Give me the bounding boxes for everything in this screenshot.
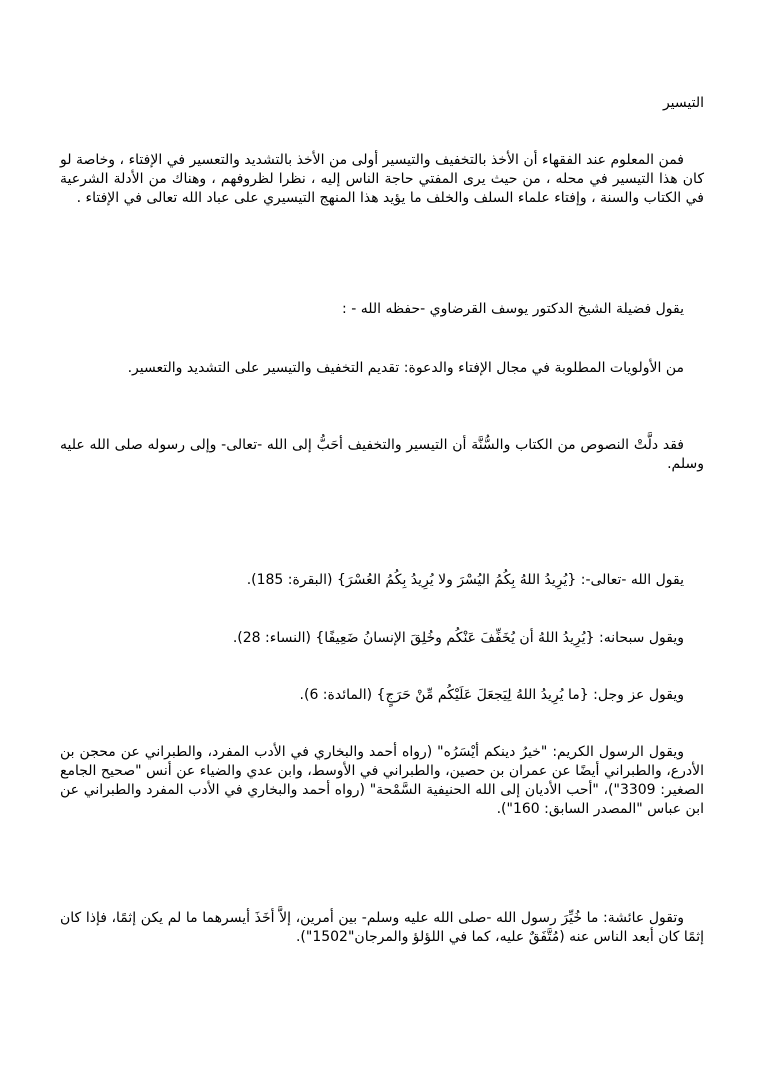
- paragraph-priorities: من الأولويات المطلوبة في مجال الإفتاء والدعوة: تقديم التخفيف والتيسير على التشديد والتعسير.: [127, 360, 684, 376]
- aisha-hadith-paragraph: وتقول عائشة: ما خُيِّرَ رسول الله -صلى الله عليه وسلم- بين أمرين، إلاَّ أخَذَ أيسرهما ما لم يكن إثمًا، فإذا كان إثمًا كان أبعد الناس عنه (مُتَّفَقٌ عليه، كما في اللؤلؤ والمرجان"1502").: [60, 910, 704, 945]
- paragraph-evidence: فقد دلَّتْ النصوص من الكتاب والسُّنَّة أن التيسير والتخفيف أحَبُّ إلى الله -تعالى- وإلى رسوله صلى الله عليه وسلم.: [60, 437, 704, 472]
- quran-verse-maidah: ويقول عز وجل: {ما يُرِيدُ اللهُ لِيَجعَلَ عَلَيْكُم مِّنْ حَرَجٍ} (المائدة: 6).: [299, 687, 684, 703]
- quran-verse-nisa: ويقول سبحانه: {يُرِيدُ اللهُ أن يُخَفِّفَ عَنْكُم وخُلِقَ الإنسانُ ضَعِيفًا} (النساء: 28).: [232, 630, 684, 646]
- hadith-paragraph: ويقول الرسول الكريم: "خيرُ دينكم أيْسَرُه" (رواه أحمد والبخاري في الأدب المفرد، والطبراني عن محجن بن الأدرع، والطبراني أيضًا عن عمران بن حصين، والطبراني في الأوسط، وابن عدي والضياء عن أنس "صحيح الجامع الصغير: 3309")، "أحب الأديان إلى الله الحنيفية السَّمْحة" (رواه أحمد والبخاري في الأدب المفرد والطبراني عن ابن عباس "المصدر السابق: 160").: [60, 744, 704, 817]
- section-title: التيسير: [662, 95, 704, 111]
- quran-verse-baqarah: يقول الله -تعالى-: {يُرِيدُ اللهُ بِكُمُ اليُسْرَ ولا يُرِيدُ بِكُمُ العُسْرَ} (البقرة: 185).: [246, 572, 684, 588]
- paragraph-introduction: فمن المعلوم عند الفقهاء أن الأخذ بالتخفيف والتيسير أولى من الأخذ بالتشديد والتعسير في الإفتاء ، وخاصة لو كان هذا التيسير في محله ، من حيث يرى المفتي حاجة الناس إليه ، نظرا لظروفهم ، وهناك من الأدلة الشرعية في الكتاب والسنة ، وإفتاء علماء السلف والخلف ما يؤيد هذا المنهج التيسيري على عباد الله تعالى في الإفتاء .: [60, 152, 704, 206]
- paragraph-sheikh-quote-intro: يقول فضيلة الشيخ الدكتور يوسف القرضاوي -حفظه الله - :: [342, 301, 684, 317]
